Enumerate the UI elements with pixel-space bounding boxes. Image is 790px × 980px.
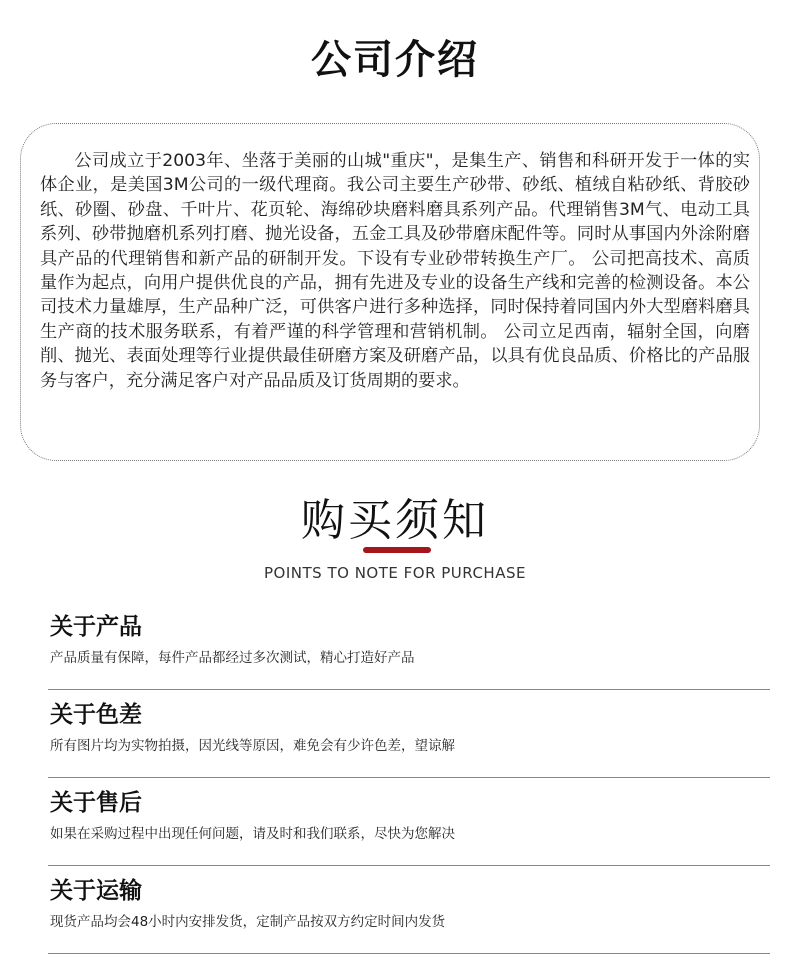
note-product — [48, 602, 770, 690]
note-heading: 关于售后 — [50, 790, 142, 816]
note-color-difference — [48, 690, 770, 778]
note-text: 如果在采购过程中出现任何问题，请及时和我们联系，尽快为您解决 — [50, 826, 455, 842]
note-text: 产品质量有保障，每件产品都经过多次测试，精心打造好产品 — [50, 650, 415, 666]
purchase-notes-title: 购买须知 — [301, 495, 489, 546]
company-intro-title: 公司介绍 — [311, 37, 479, 83]
note-shipping — [48, 866, 770, 954]
note-heading: 关于色差 — [50, 702, 142, 728]
note-text: 所有图片均为实物拍摄，因光线等原因，难免会有少许色差，望谅解 — [50, 738, 455, 754]
note-text: 现货产品均会48小时内安排发货，定制产品按双方约定时间内发货 — [50, 914, 446, 930]
note-heading: 关于产品 — [50, 614, 142, 640]
purchase-notes-subtitle: POINTS TO NOTE FOR PURCHASE — [264, 564, 526, 582]
note-after-sales — [48, 778, 770, 866]
title-accent-bar — [363, 547, 431, 553]
note-heading: 关于运输 — [50, 878, 142, 904]
company-intro-text: 公司成立于2003年、坐落于美丽的山城"重庆"，是集生产、销售和科研开发于一体的实体企业，是美国3M公司的一级代理商。我公司主要生产砂带、砂纸、植绒自粘砂纸、背胶砂纸、砂圈、砂盘、千叶片、花页轮、海绵砂块磨料磨具系列产品。代理销售3M气、电动工具系列、砂带抛磨机系列打磨、抛光设备，五金工具及砂带磨床配件等。同时从事国内外涂附磨具产品的代理销售和新产品的研制开发。下设有专业砂带转换生产厂。 公司把高技术、高质量作为起点，向用户提供优良的产品，拥有先进及专业的设备生产线和完善的检测设备。本公司技术力量雄厚，生产品种广泛，可供客户进行多种选择，同时保持着同国内外大型磨料磨具生产商的技术服务联系，有着严谨的科学管理和营销机制。 公司立足西南，辐射全国，向磨削、抛光、表面处理等行业提供最佳研磨方案及研磨产品，以具有优良品质、价格比的产品服务与客户，充分满足客户对产品品质及订货周期的要求。 — [40, 151, 750, 391]
